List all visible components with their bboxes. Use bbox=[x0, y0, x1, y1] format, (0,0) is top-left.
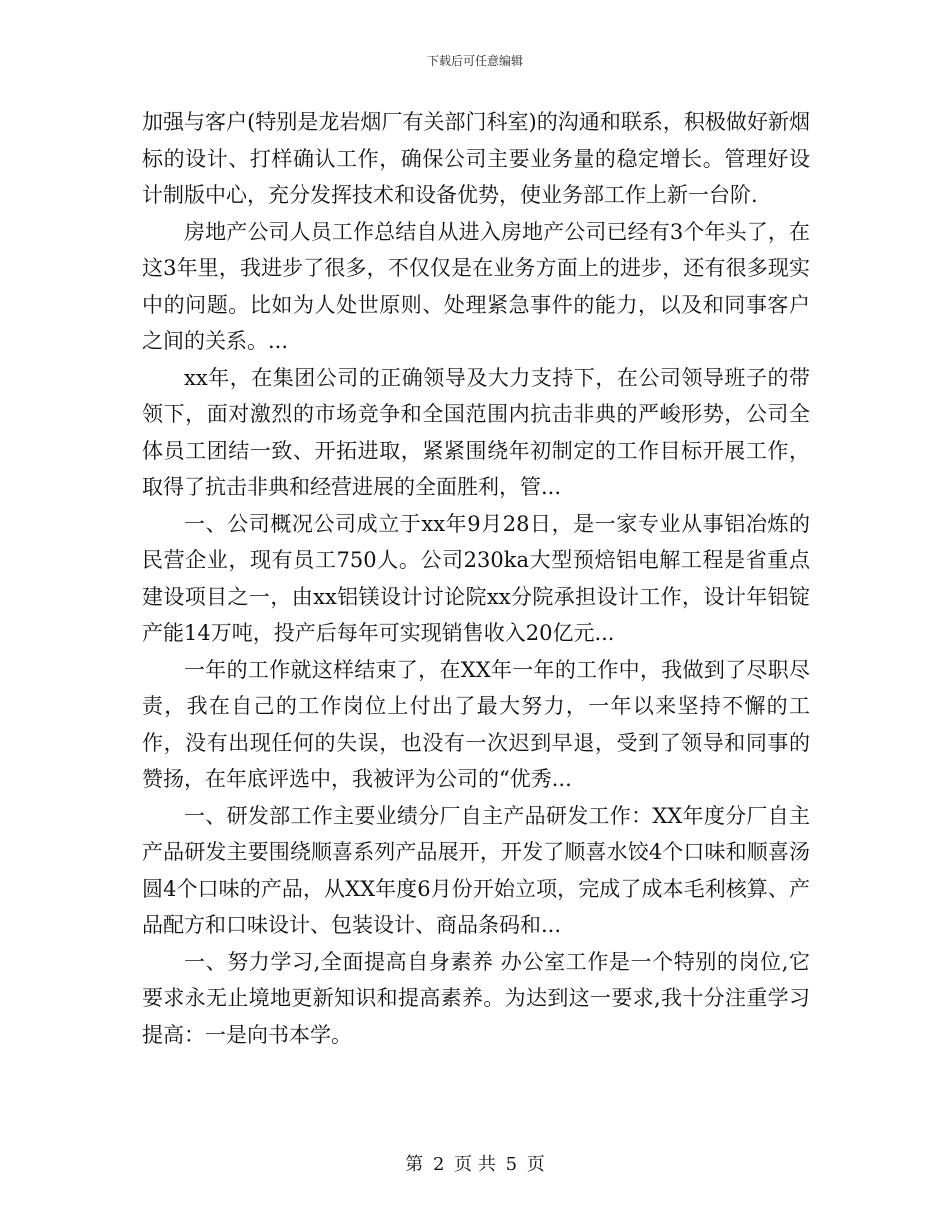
page-header: 下载后可任意编辑 bbox=[426, 54, 523, 68]
footer-page-number: 2 bbox=[432, 1154, 445, 1175]
paragraph-continuation: 加强与客户(特别是龙岩烟厂有关部门科室)的沟通和联系，积极做好新烟标的设计、打样确认工作，确保公司主要业务量的稳定增长。管理好设计制版中心，充分发挥技术和设备优势，使业务部工作上新一台阶. bbox=[142, 110, 810, 207]
paragraph-company-overview: 一、公司概况公司成立于xx年9月28日，是一家专业从事铝冶炼的民营企业，现有员工750人。公司230ka大型预焙铝电解工程是省重点建设项目之一，由xx铝镁设计讨论院xx分院承担设计工作，设计年铝锭产能14万吨，投产后每年可实现销售收入20亿元... bbox=[142, 511, 810, 645]
page-footer bbox=[0, 1150, 950, 1176]
paragraph-office-work: 一、努力学习,全面提高自身素养 办公室工作是一个特别的岗位,它要求永无止境地更新知识和提高素养。为达到这一要求,我十分注重学习提高：一是向书本学。 bbox=[142, 949, 810, 1047]
document-body bbox=[142, 104, 810, 1053]
paragraph-rd-department: 一、研发部工作主要业绩分厂自主产品研发工作：XX年度分厂自主产品研发主要围绕顺喜系列产品展开，开发了顺喜水饺4个口味和顺喜汤圆4个口味的产品，从XX年度6月份开始立项，完成了成本毛利核算、产品配方和口味设计、包装设计、商品条码和... bbox=[142, 803, 810, 937]
paragraph-real-estate-summary: 房地产公司人员工作总结自从进入房地产公司已经有3个年头了，在这3年里，我进步了很多，不仅仅是在业务方面上的进步，还有很多现实中的问题。比如为人处世原则、处理紧急事件的能力，以及和同事客户之间的关系。... bbox=[142, 219, 810, 353]
footer-prefix: 第 bbox=[405, 1154, 424, 1175]
footer-total-pages: 5 bbox=[505, 1154, 518, 1175]
footer-middle: 页 共 bbox=[454, 1154, 496, 1175]
paragraph-year-end: 一年的工作就这样结束了，在XX年一年的工作中，我做到了尽职尽责，我在自己的工作岗位上付出了最大努力，一年以来坚持不懈的工作，没有出现任何的失误，也没有一次迟到早退，受到了领导和同事的赞扬，在年底评选中，我被评为公司的“优秀... bbox=[142, 657, 810, 791]
paragraph-group-company: xx年，在集团公司的正确领导及大力支持下，在公司领导班子的带领下，面对激烈的市场竞争和全国范围内抗击非典的严峻形势，公司全体员工团结一致、开拓进取，紧紧围绕年初制定的工作目标开展工作，取得了抗击非典和经营进展的全面胜利，管... bbox=[142, 365, 810, 499]
footer-suffix: 页 bbox=[526, 1154, 545, 1175]
